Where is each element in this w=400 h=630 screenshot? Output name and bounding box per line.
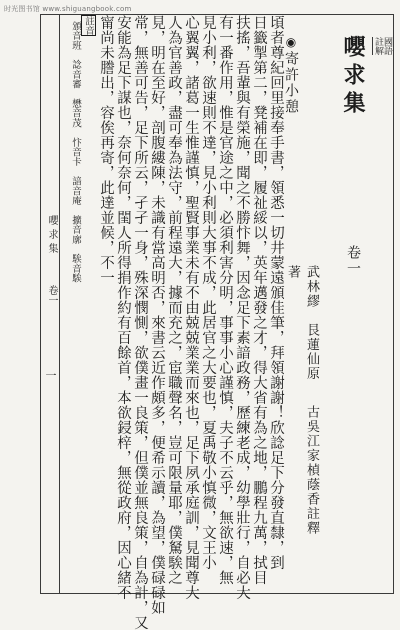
- volume-label: 卷一: [345, 245, 361, 277]
- series-label: 國語註解: [373, 37, 392, 55]
- margin-title: 嚶求集: [46, 215, 57, 257]
- notes-column-1: [84, 15, 94, 593]
- notes-column-2: 頒音班 諗音審 懋音茂 忭音卡 諳音庵 擴音廓 騃音騃: [70, 21, 81, 283]
- section-heading-text: 寄許小憩: [283, 51, 299, 115]
- page-frame: [40, 14, 394, 630]
- body-column-6: 心翼翼，諸葛一生惟謹慎，聖賢事業未有不由兢兢業業而來也，足下夙承庭訓，見聞尊大: [183, 15, 199, 600]
- notes-label: 註音: [83, 16, 94, 36]
- body-column-5: 見小利，欲速則不達，見小利則大事不成，此居官之大要也，夏禹敬小慎微，文王小: [200, 15, 216, 570]
- body-column-3: 扶搖，吾輩與有榮施，聞之不勝忭舞，因念足下素諳政務，歷練老成，幼學壯行，自必大: [234, 15, 250, 600]
- section-bullet-icon: ◉: [284, 35, 298, 51]
- watermark: 时光图书馆 www.shiguangbook.com: [4, 5, 132, 13]
- body-column-1: 頃者尊紀回里接奉手書，領悉一切井蒙遠頒佳筆，拜領謝謝！欣諗足下分發直隸，到: [268, 15, 284, 570]
- body-column-2: 日籤掣第二，凳補在即，履祉綏以，英年邁發之才，得大省有為之地，鵬程九萬，拭目: [251, 15, 267, 585]
- page-number: 一: [45, 369, 57, 382]
- body-column-11: 甯尚未謄出，容俟再寄，此達並候，不一: [98, 15, 114, 285]
- body-column-8: 見，明在至好，剖腹縷陳，未識有當高明否，來書云近作頗多，便希示讀，為望，僕碌碌如: [149, 15, 165, 615]
- margin-divider: [59, 15, 60, 593]
- annotator: 古吳江家楨蔭香註釋: [304, 405, 319, 536]
- body-column-4: 有一番作用，惟是官途之中，必須利害分明，事事小心謹慎，夫子不云乎，無欲速，無: [217, 15, 233, 585]
- original-author: 武林繆 艮蓮仙原著: [285, 265, 319, 381]
- body-column-9: 常，無善可告，足下所云，孑孑一身，殊深憫惻，欲僕畫一良策，但僕並無良策，自為計，又: [132, 15, 148, 630]
- body-column-10: 安能為足下謀也，奈何奈何，閨人所得捐作約有百餘首，本欲鋟梓，無從政府，因心緒不: [115, 15, 131, 600]
- section-heading: [281, 35, 301, 175]
- book-title: 嚶求集: [340, 35, 366, 119]
- body-column-7: 人為官善政，盡可奉為法守，前程遠大，據而充之，宦職聲名，豈可限量耶，僕駑騃之: [166, 15, 182, 585]
- margin-volume: 卷一: [46, 285, 57, 305]
